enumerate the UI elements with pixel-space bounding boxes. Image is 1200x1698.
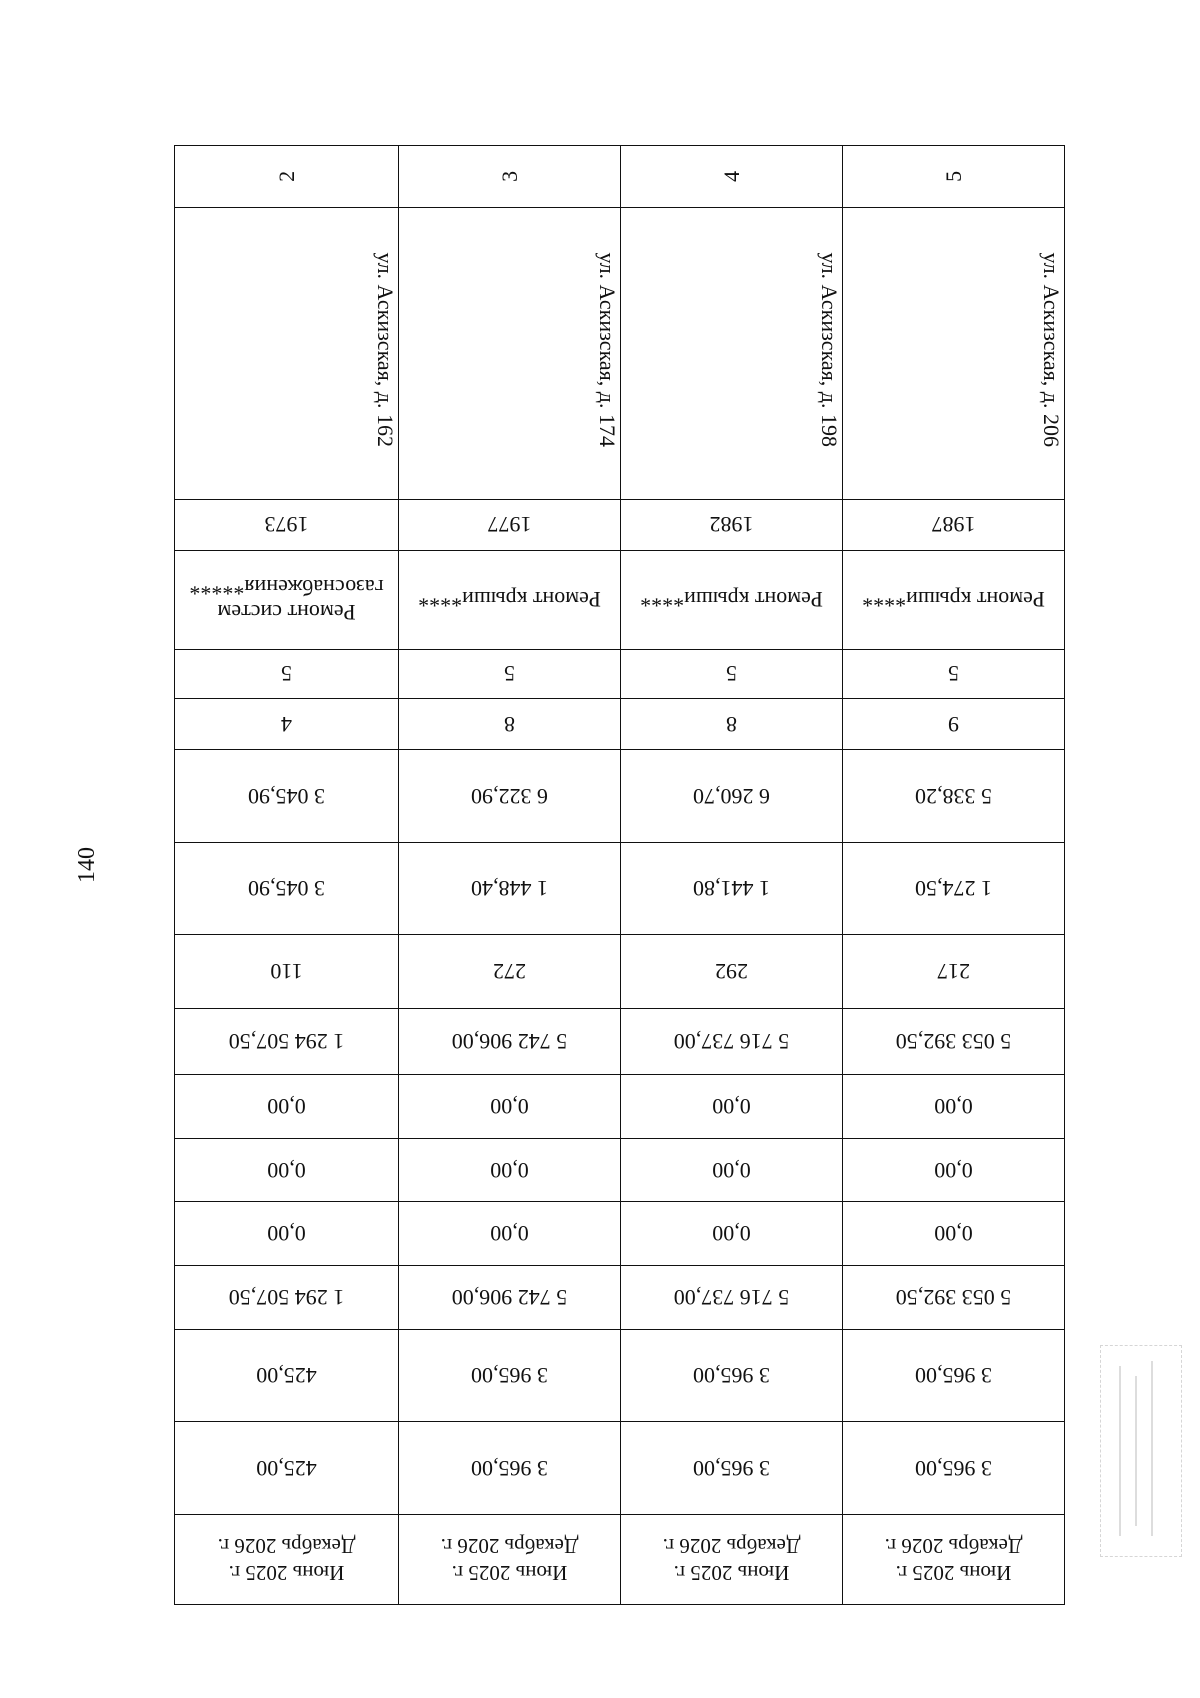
cell-address (175, 207, 399, 499)
period-end: Декабрь 2026 г. (662, 1534, 801, 1559)
cell-entrances: 8 (621, 698, 843, 749)
cell-fund-regional: 0,00 (621, 1138, 843, 1202)
cell-unit-cost: 3 965,00 (399, 1329, 621, 1421)
cell-number (399, 146, 621, 208)
period-start: Июнь 2025 г. (673, 1560, 790, 1585)
cell-year: 1973 (175, 499, 399, 550)
row-area-total (175, 750, 1065, 842)
row-fund-regional (175, 1138, 1065, 1202)
cell-residents: 272 (399, 935, 621, 1009)
cell-fund-owners: 5 716 737,00 (621, 1265, 843, 1329)
cell-period (621, 1514, 843, 1604)
cell-fund-federal: 0,00 (843, 1074, 1065, 1138)
cell-year: 1987 (843, 499, 1065, 550)
address-text: ул. Аскизская, д. 198 (817, 252, 842, 448)
period-start: Июнь 2025 г. (451, 1560, 568, 1585)
address-text: ул. Аскизская, д. 206 (1039, 252, 1064, 448)
cell-entrances: 4 (175, 698, 399, 749)
period-end: Декабрь 2026 г. (884, 1534, 1023, 1559)
row-cost-total (175, 1009, 1065, 1075)
row-area-living (175, 842, 1065, 934)
row-unit-cost-max (175, 1422, 1065, 1514)
cell-fund-regional: 0,00 (175, 1138, 399, 1202)
register-table-wrapper (175, 145, 1065, 1605)
period-start: Июнь 2025 г. (228, 1560, 345, 1585)
cell-address (843, 207, 1065, 499)
row-address (175, 207, 1065, 499)
cell-unit-cost: 425,00 (175, 1329, 399, 1421)
cell-year: 1977 (399, 499, 621, 550)
cell-cost-total: 1 294 507,50 (175, 1009, 399, 1075)
row-number-text: 5 (940, 170, 966, 182)
cell-entrances: 8 (399, 698, 621, 749)
period-end: Декабрь 2026 г. (217, 1534, 356, 1559)
row-entrances (175, 698, 1065, 749)
cell-floors: 5 (843, 649, 1065, 698)
cell-period (399, 1514, 621, 1604)
cell-residents: 217 (843, 935, 1065, 1009)
cell-address (399, 207, 621, 499)
register-table (174, 145, 1065, 1605)
cell-period (843, 1514, 1065, 1604)
row-number-text: 3 (496, 170, 522, 182)
cell-floors: 5 (175, 649, 399, 698)
cell-fund-local: 0,00 (399, 1202, 621, 1266)
stamp-mark (1119, 1366, 1121, 1536)
cell-number (175, 146, 399, 208)
cell-fund-owners: 1 294 507,50 (175, 1265, 399, 1329)
cell-residents: 292 (621, 935, 843, 1009)
cell-unit-cost-max: 3 965,00 (621, 1422, 843, 1514)
period-start: Июнь 2025 г. (895, 1560, 1012, 1585)
cell-unit-cost-max: 425,00 (175, 1422, 399, 1514)
row-year (175, 499, 1065, 550)
cell-period (175, 1514, 399, 1604)
cell-cost-total: 5 742 906,00 (399, 1009, 621, 1075)
cell-number (843, 146, 1065, 208)
row-fund-local (175, 1202, 1065, 1266)
cell-area-living: 1 274,50 (843, 842, 1065, 934)
cell-work-type: Ремонт крыши**** (843, 550, 1065, 649)
row-residents (175, 935, 1065, 1009)
faded-stamp (1100, 1345, 1182, 1557)
stamp-mark (1135, 1376, 1137, 1526)
cell-fund-federal: 0,00 (175, 1074, 399, 1138)
cell-cost-total: 5 053 392,50 (843, 1009, 1065, 1075)
page-number: 140 (73, 847, 100, 883)
row-unit-cost (175, 1329, 1065, 1421)
cell-entrances: 9 (843, 698, 1065, 749)
row-work-type (175, 550, 1065, 649)
cell-fund-owners: 5 742 906,00 (399, 1265, 621, 1329)
stamp-mark (1151, 1361, 1153, 1536)
cell-work-type: Ремонт систем газоснабжения***** (175, 550, 399, 649)
cell-fund-federal: 0,00 (621, 1074, 843, 1138)
cell-work-type: Ремонт крыши**** (399, 550, 621, 649)
cell-residents: 110 (175, 935, 399, 1009)
cell-year: 1982 (621, 499, 843, 550)
cell-work-type: Ремонт крыши**** (621, 550, 843, 649)
row-floors (175, 649, 1065, 698)
cell-fund-federal: 0,00 (399, 1074, 621, 1138)
row-fund-owners (175, 1265, 1065, 1329)
cell-unit-cost-max: 3 965,00 (399, 1422, 621, 1514)
cell-cost-total: 5 716 737,00 (621, 1009, 843, 1075)
row-period (175, 1514, 1065, 1604)
cell-number (621, 146, 843, 208)
cell-area-living: 1 448,40 (399, 842, 621, 934)
cell-fund-local: 0,00 (621, 1202, 843, 1266)
cell-area-total: 6 322,90 (399, 750, 621, 842)
cell-area-total: 6 260,70 (621, 750, 843, 842)
cell-fund-local: 0,00 (843, 1202, 1065, 1266)
cell-fund-local: 0,00 (175, 1202, 399, 1266)
cell-unit-cost: 3 965,00 (843, 1329, 1065, 1421)
row-number-text: 4 (718, 170, 744, 182)
cell-fund-owners: 5 053 392,50 (843, 1265, 1065, 1329)
cell-area-living: 3 045,90 (175, 842, 399, 934)
cell-area-total: 5 338,20 (843, 750, 1065, 842)
row-number (175, 146, 1065, 208)
cell-floors: 5 (621, 649, 843, 698)
row-number-text: 2 (273, 170, 299, 182)
cell-fund-regional: 0,00 (843, 1138, 1065, 1202)
period-end: Декабрь 2026 г. (440, 1534, 579, 1559)
cell-area-living: 1 441,80 (621, 842, 843, 934)
cell-area-total: 3 045,90 (175, 750, 399, 842)
cell-floors: 5 (399, 649, 621, 698)
address-text: ул. Аскизская, д. 162 (373, 252, 398, 448)
cell-address (621, 207, 843, 499)
cell-unit-cost-max: 3 965,00 (843, 1422, 1065, 1514)
cell-unit-cost: 3 965,00 (621, 1329, 843, 1421)
cell-fund-regional: 0,00 (399, 1138, 621, 1202)
row-fund-federal (175, 1074, 1065, 1138)
address-text: ул. Аскизская, д. 174 (595, 252, 620, 448)
